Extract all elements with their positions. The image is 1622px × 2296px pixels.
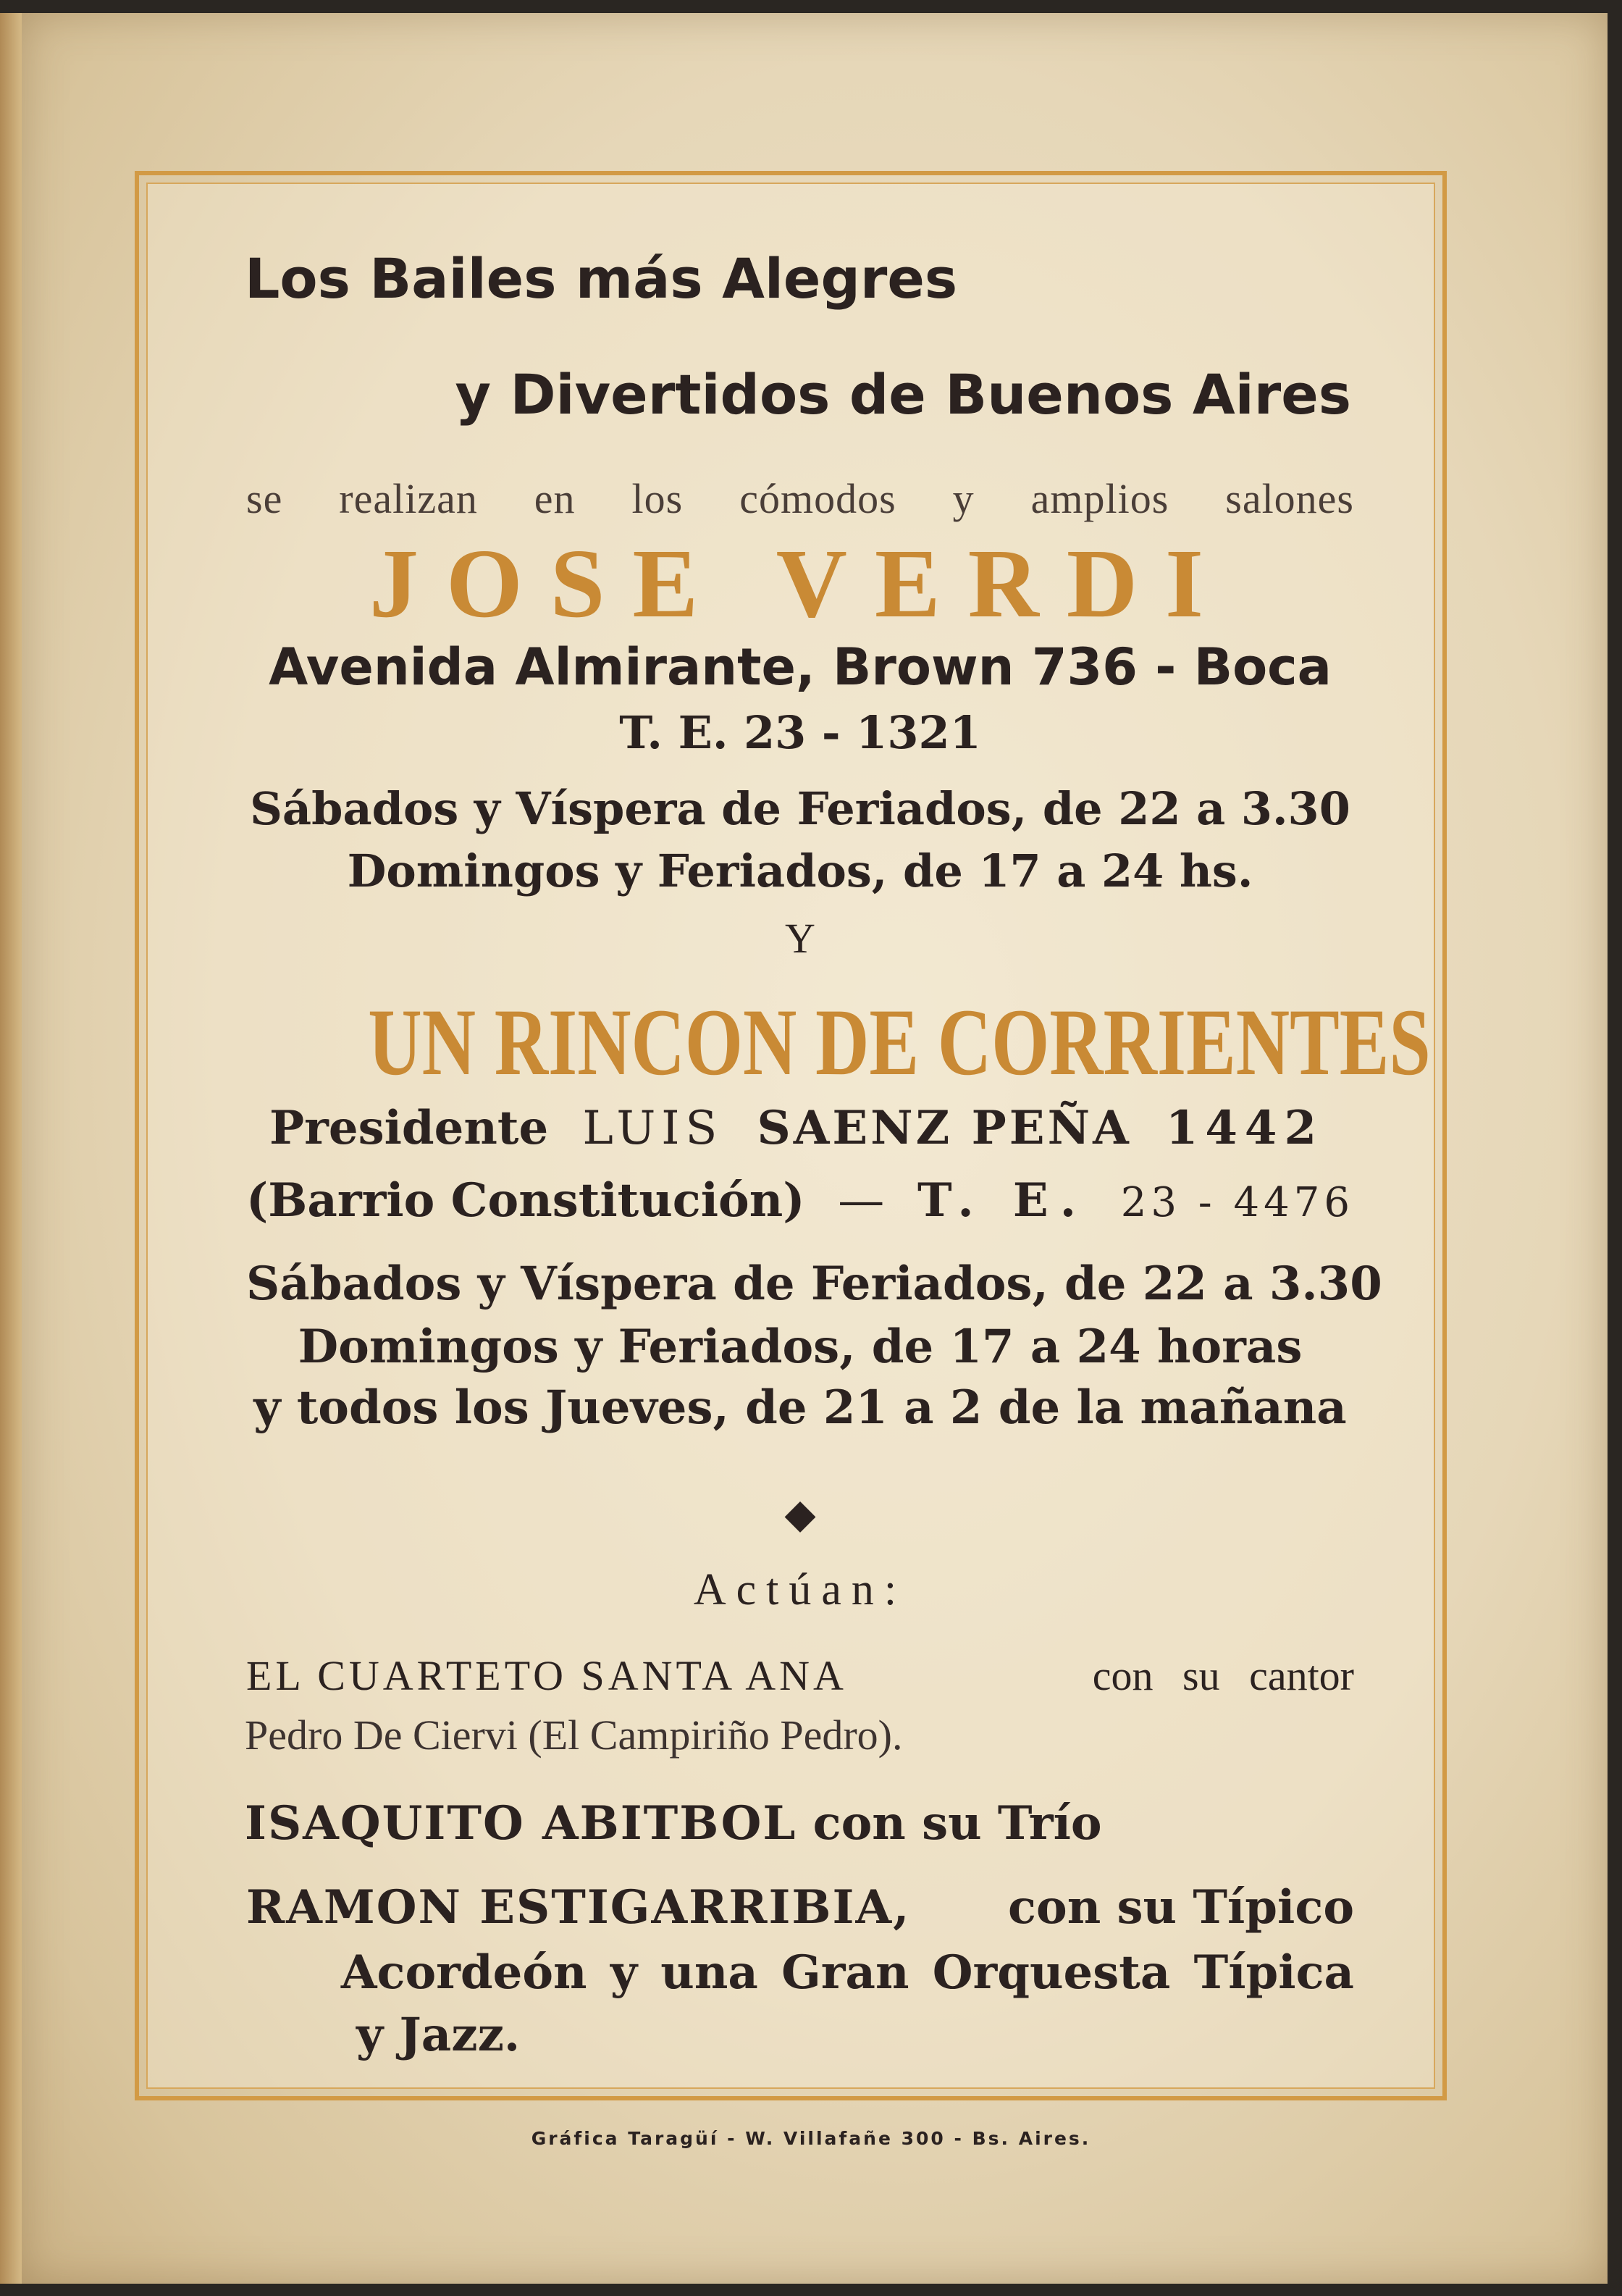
act1-name: EL CUARTETO SANTA ANA (246, 1652, 847, 1699)
venue2-address-a: Presidente (269, 1101, 549, 1155)
venue1-hours-1: Sábados y Víspera de Feriados, de 22 a 3.30 (250, 782, 1350, 835)
venue1-hours-2: Domingos y Feriados, de 17 a 24 hs. (347, 845, 1253, 897)
venue2-address-c: SAENZ PEÑA (757, 1101, 1132, 1155)
venue2-phone: 23 - 4476 (1120, 1179, 1354, 1226)
connector-y: Y (785, 915, 815, 962)
act2-line (245, 1796, 1102, 1851)
intro-text: se realizan en los cómodos y amplios salones (246, 475, 1354, 522)
venue2-hours-3: y todos los Jueves, de 21 a 2 de la mañana (253, 1380, 1347, 1435)
performers-heading: Actúan: (693, 1565, 907, 1614)
venue1-name: JOSE VERDI (369, 529, 1231, 638)
act3-rest: con su Típico (1008, 1880, 1354, 1935)
act1-line-2: Pedro De Ciervi (El Campiriño Pedro). (245, 1711, 903, 1759)
act1-line (246, 1651, 1354, 1700)
headline-line-2: y Divertidos de Buenos Aires (455, 362, 1351, 427)
venue2-barrio-line (246, 1173, 1354, 1228)
venue2-barrio: (Barrio Constitución) (246, 1173, 805, 1228)
venue2-hours-1: Sábados y Víspera de Feriados, de 22 a 3.30 (246, 1257, 1382, 1311)
intro-line (246, 474, 1354, 523)
act1-rest: con su cantor (1092, 1652, 1354, 1699)
venue1-address: Avenida Almirante, Brown 736 - Boca (269, 637, 1332, 697)
venue2-phone-label: T. E. (917, 1173, 1088, 1228)
venue2-address-d: 1442 (1165, 1101, 1324, 1155)
act3-line (246, 1880, 1354, 1935)
venue2-address-b: LUIS (582, 1102, 723, 1155)
act2-name: ISAQUITO ABITBOL (245, 1796, 797, 1851)
printer-imprint: Gráfica Taragüí - W. Villafañe 300 - Bs. Aires. (531, 2128, 1091, 2149)
venue2-name: UN RINCON DE CORRIENTES (368, 989, 1431, 1095)
venue1-phone: T. E. 23 - 1321 (619, 706, 981, 759)
venue2-dash: — (838, 1174, 885, 1228)
act3-name: RAMON ESTIGARRIBIA, (246, 1880, 911, 1935)
venue2-address (269, 1101, 1324, 1155)
headline-line-1: Los Bailes más Alegres (245, 246, 958, 311)
act3-line-2: Acordeón y una Gran Orquesta Típica (340, 1945, 1354, 2000)
act3-line-3: y Jazz. (356, 2008, 521, 2062)
act2-rest: con su Trío (812, 1796, 1102, 1851)
ornament-diamond-icon: ◆ (784, 1491, 816, 1538)
venue2-hours-2: Domingos y Feriados, de 17 a 24 horas (298, 1320, 1303, 1374)
